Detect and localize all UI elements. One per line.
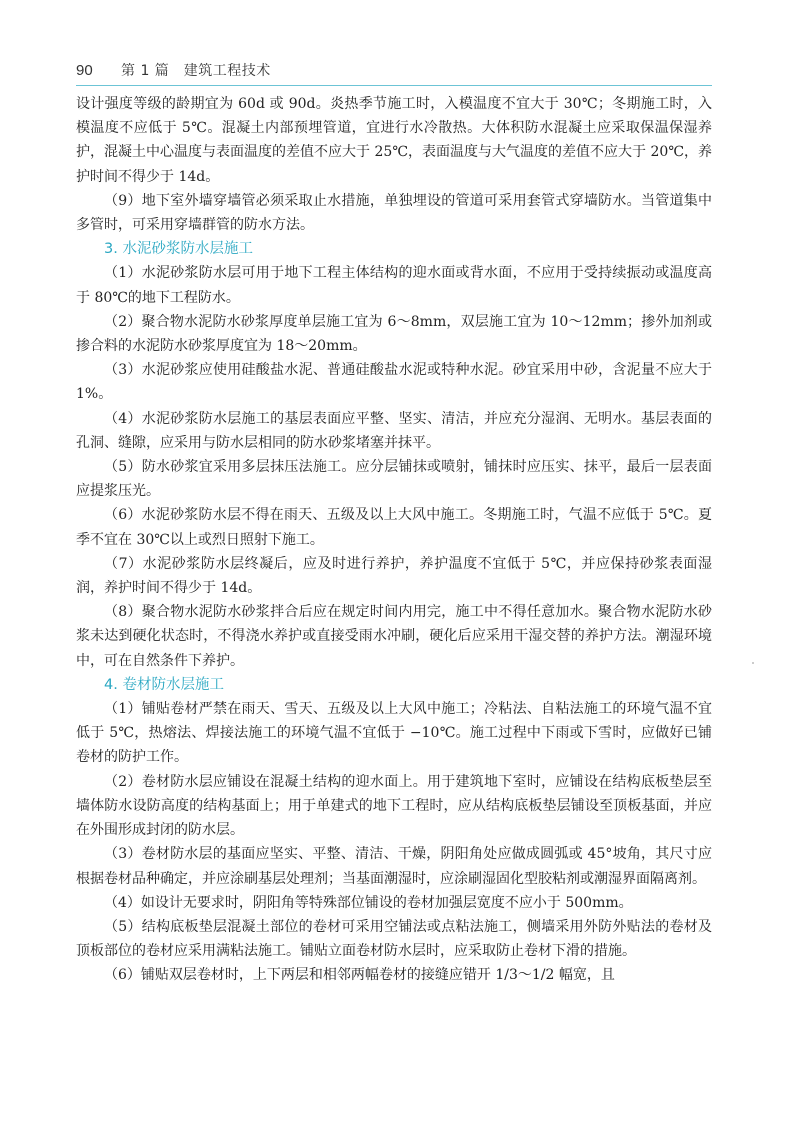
- paragraph-mortar-1: （1）水泥砂浆防水层可用于地下工程主体结构的迎水面或背水面，不应用于受持续振动或温度高于 80℃的地下工程防水。: [76, 265, 712, 306]
- header-rule: [76, 85, 712, 86]
- paragraph-continued: 设计强度等级的龄期宜为 60d 或 90d。炎热季节施工时，入模温度不宜大于 30℃；冬期施工时，入模温度不应低于 5℃。混凝土内部预埋管道，宜进行水冷散热。大体积防水混凝土应采取保温保湿养护，混凝土中心温度与表面温度的差值不应大于 25℃，表面温度与大气温度的差值不应大于 20℃，养护时间不得少于 14d。: [76, 96, 712, 185]
- paragraph-membrane-6: （6）铺贴双层卷材时，上下两层和相邻两幅卷材的接缝应错开 1/3～1/2 幅宽，且: [104, 967, 615, 984]
- paragraph-mortar-8: （8）聚合物水泥防水砂浆拌合后应在规定时间内用完，施工中不得任意加水。聚合物水泥防水砂浆未达到硬化状态时，不得浇水养护或直接受雨水冲刷，硬化后应采用干湿交替的养护方法。潮湿环境中，可在自然条件下养护。: [76, 604, 712, 669]
- paragraph-membrane-3: （3）卷材防水层的基面应坚实、平整、清洁、干燥，阴阳角处应做成圆弧或 45°坡角，其尺寸应根据卷材品种确定，并应涂刷基层处理剂；当基面潮湿时，应涂刷湿固化型胶粘剂或潮湿界面隔离剂。: [76, 846, 712, 887]
- paragraph-mortar-3: （3）水泥砂浆应使用硅酸盐水泥、普通硅酸盐水泥或特种水泥。砂宜采用中砂，含泥量不应大于 1%。: [76, 362, 712, 403]
- paragraph-membrane-1: （1）铺贴卷材严禁在雨天、雪天、五级及以上大风中施工；冷粘法、自粘法施工的环境气温不宜低于 5℃，热熔法、焊接法施工的环境气温不宜低于 −10℃。施工过程中下雨或下雪时，应做好已铺卷材的防护工作。: [76, 701, 712, 766]
- paragraph-mortar-6: （6）水泥砂浆防水层不得在雨天、五级及以上大风中施工。冬期施工时，气温不应低于 5℃。夏季不宜在 30℃以上或烈日照射下施工。: [76, 507, 712, 548]
- paragraph-mortar-2: （2）聚合物水泥防水砂浆厚度单层施工宜为 6～8mm，双层施工宜为 10～12mm；掺外加剂或掺合料的水泥防水砂浆厚度宜为 18～20mm。: [76, 313, 712, 355]
- section-heading-mortar: 3. 水泥砂浆防水层施工: [104, 241, 253, 258]
- paragraph-membrane-5: （5）结构底板垫层混凝土部位的卷材可采用空铺法或点粘法施工，侧墙采用外防外贴法的卷材及顶板部位的卷材应采用满粘法施工。铺贴立面卷材防水层时，应采取防止卷材下滑的措施。: [76, 918, 712, 960]
- paragraph-membrane-2: （2）卷材防水层应铺设在混凝土结构的迎水面上。用于建筑地下室时，应铺设在结构底板垫层至墙体防水设防高度的结构基面上；用于单建式的地下工程时，应从结构底板垫层铺设至顶板基面，并应在外围形成封闭的防水层。: [76, 773, 712, 839]
- section-heading-membrane: 4. 卷材防水层施工: [104, 676, 224, 693]
- paragraph-item-9: （9）地下室外墙穿墙管必须采取止水措施，单独埋设的管道可采用套管式穿墙防水。当管道集中多管时，可采用穿墙群管的防水方法。: [76, 192, 712, 234]
- paragraph-mortar-4: （4）水泥砂浆防水层施工的基层表面应平整、坚实、清洁，并应充分湿润、无明水。基层表面的孔洞、缝隙，应采用与防水层相同的防水砂浆堵塞并抹平。: [76, 410, 712, 451]
- running-title: 第 1 篇 建筑工程技术: [121, 63, 271, 79]
- page-number: 90: [76, 62, 93, 79]
- paragraph-mortar-5: （5）防水砂浆宜采用多层抹压法施工。应分层铺抹或喷射，铺抹时应压实、抹平，最后一层表面应提浆压光。: [76, 459, 712, 500]
- page-body: [76, 92, 712, 988]
- paragraph-mortar-7: （7）水泥砂浆防水层终凝后，应及时进行养护，养护温度不宜低于 5℃，并应保持砂浆表面湿润，养护时间不得少于 14d。: [76, 555, 712, 597]
- page-header: [76, 60, 716, 86]
- margin-mark: [752, 662, 754, 664]
- paragraph-membrane-4: （4）如设计无要求时，阴阳角等特殊部位铺设的卷材加强层宽度不应小于 500mm。: [104, 894, 633, 911]
